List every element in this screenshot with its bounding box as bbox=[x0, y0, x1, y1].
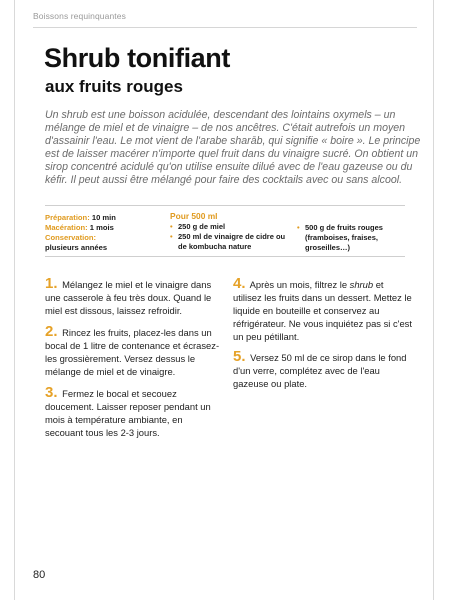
step-4 bbox=[233, 277, 413, 343]
conservation-value: plusieurs années bbox=[45, 243, 108, 252]
step-2 bbox=[45, 325, 223, 378]
step-text: Fermez le bocal et secouez doucement. Laisser reposer pendant un mois à température ambiante, en secouant tous les 2-3 jours. bbox=[45, 388, 211, 438]
prep-label: Préparation bbox=[45, 213, 88, 222]
step-text: Versez 50 ml de ce sirop dans le fond d'un verre, complétez avec de l'eau gazeuse ou plate. bbox=[233, 352, 407, 389]
section-label: Boissons requinquantes bbox=[33, 11, 126, 21]
step-number: 3. bbox=[45, 384, 58, 401]
step-number: 4. bbox=[233, 275, 246, 292]
bullet-icon: • bbox=[170, 232, 173, 241]
maceration-value: 1 mois bbox=[89, 223, 114, 232]
page-number: 80 bbox=[33, 569, 46, 581]
step-text: Rincez les fruits, placez-les dans un bocal de 1 litre de contenance et écrasez-les grossièrement. Versez dessus le mélange de miel et de vinaigre. bbox=[45, 327, 220, 377]
step-text-emphasis: shrub bbox=[349, 279, 374, 290]
conservation-label: Conservation bbox=[45, 233, 94, 242]
step-text: Mélangez le miel et le vinaigre dans une casserole à feu très doux. Quand le miel est dissous, laissez refroidir. bbox=[45, 279, 212, 316]
recipe-subtitle: aux fruits rouges bbox=[45, 77, 183, 96]
ingredient-item: • 250 ml de vinaigre de cidre ou de kombucha nature bbox=[170, 232, 286, 251]
recipe-meta bbox=[45, 213, 116, 253]
step-1 bbox=[45, 277, 223, 317]
ingredient-item: • 250 g de miel bbox=[170, 222, 226, 231]
header-rule bbox=[33, 27, 417, 28]
maceration-label: Macération bbox=[45, 223, 86, 232]
ingredients-column-1 bbox=[170, 222, 295, 252]
maceration-time: Macération: 1 mois bbox=[45, 223, 114, 232]
step-number: 2. bbox=[45, 323, 58, 340]
intro-paragraph: Un shrub est une boisson acidulée, descendant des lointains oxymels – un mélange de miel et de vinaigre – de nos ancêtres. C'était autrefois un moyen d'assainir l'eau. Le mot vient de l'arabe sharāb, qui signifie « boire ». Le principe est de laisser macérer n'importe quel fruit dans du vinaigre sucré. On obtient un sirop concentré acidulé qu'on utilise ensuite dilué avec de l'eau gazeuse ou du kéfir. Il peut aussi être mélangé pour faire des cocktails avec ou sans alcool. bbox=[45, 109, 421, 186]
ingredients-title: Pour 500 ml bbox=[170, 211, 218, 221]
prep-value: 10 min bbox=[91, 213, 116, 222]
bullet-icon: • bbox=[297, 223, 300, 232]
step-text-before: Après un mois, filtrez le bbox=[249, 279, 350, 290]
divider-bottom bbox=[45, 256, 405, 257]
ingredient-item: • 500 g de fruits rouges (framboises, fraises, groseilles…) bbox=[297, 223, 383, 252]
step-5 bbox=[233, 350, 413, 390]
divider-top bbox=[45, 205, 405, 206]
step-3 bbox=[45, 386, 223, 439]
step-text-after: et utilisez les fruits dans un dessert. Mettez le liquide en bouteille et conservez au réfrigérateur. Ne vous inquiétez pas si c'est un peu pétillant. bbox=[233, 279, 412, 342]
step-number: 5. bbox=[233, 348, 246, 365]
bullet-icon: • bbox=[170, 222, 173, 231]
step-number: 1. bbox=[45, 275, 58, 292]
conservation: Conservation: bbox=[45, 233, 97, 242]
recipe-title: Shrub tonifiant bbox=[44, 43, 230, 73]
prep-time: Préparation: 10 min bbox=[45, 213, 116, 222]
ingredients-column-2 bbox=[297, 223, 412, 253]
